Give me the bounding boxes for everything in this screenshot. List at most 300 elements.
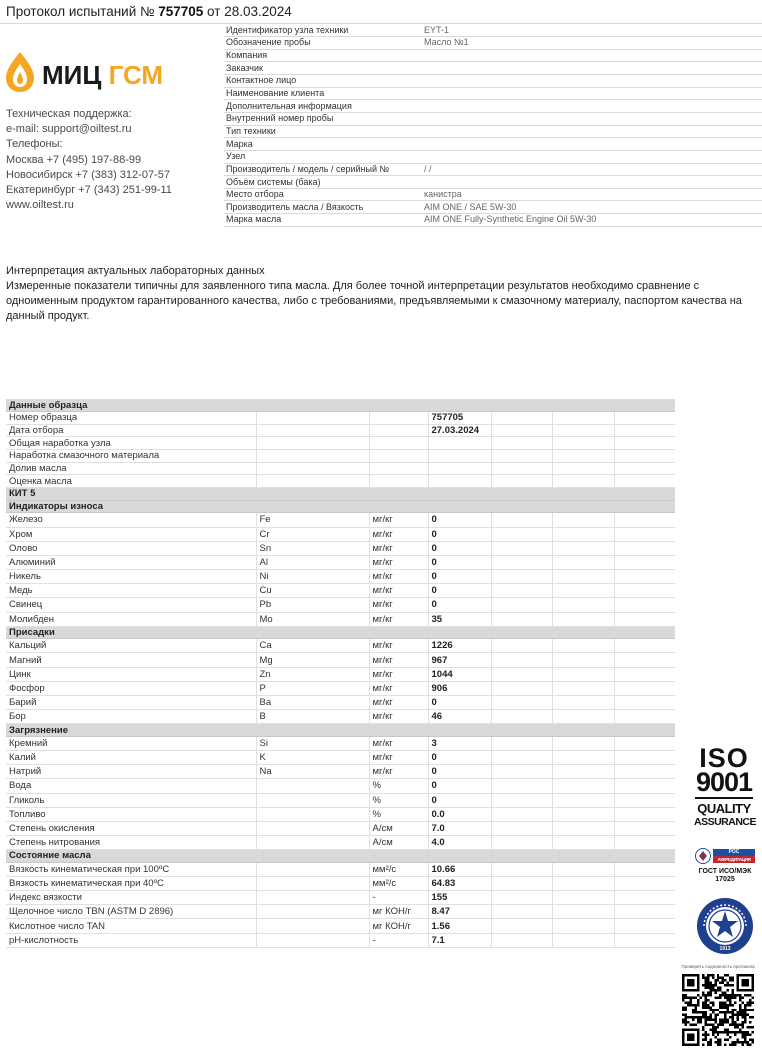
info-label: Дополнительная информация bbox=[224, 100, 422, 113]
empty-cell bbox=[614, 736, 675, 750]
param-symbol bbox=[256, 891, 369, 905]
table-row bbox=[6, 667, 675, 681]
table-row bbox=[6, 862, 675, 876]
empty-cell bbox=[614, 475, 675, 488]
empty-cell bbox=[552, 450, 614, 463]
section-header bbox=[6, 399, 675, 412]
contact-line: Новосибирск +7 (383) 312-07-57 bbox=[6, 168, 170, 181]
section-title: Загрязнение bbox=[6, 724, 675, 737]
param-value: 35 bbox=[428, 612, 491, 626]
param-name: Наработка смазочного материала bbox=[6, 450, 256, 463]
info-label: Марка bbox=[224, 138, 422, 151]
table-row bbox=[6, 710, 675, 724]
empty-cell bbox=[552, 793, 614, 807]
param-unit bbox=[369, 412, 428, 425]
info-label: Место отбора bbox=[224, 188, 422, 201]
table-row bbox=[6, 807, 675, 821]
seal-year: 1913 bbox=[719, 946, 731, 952]
iso-line3: QUALITY bbox=[697, 801, 751, 816]
contact-line: Техническая поддержка: bbox=[6, 108, 132, 120]
empty-cell bbox=[552, 919, 614, 933]
param-unit: А/см bbox=[369, 821, 428, 835]
param-unit: мг/кг bbox=[369, 695, 428, 709]
iso-line4: ASSURANCE bbox=[694, 816, 757, 828]
protocol-number: 757705 bbox=[158, 4, 204, 19]
param-unit: мг/кг bbox=[369, 639, 428, 653]
param-symbol bbox=[256, 905, 369, 919]
param-value: 1226 bbox=[428, 639, 491, 653]
param-name: Магний bbox=[6, 653, 256, 667]
param-unit: мг/кг bbox=[369, 710, 428, 724]
table-row bbox=[6, 891, 675, 905]
contact-line[interactable]: e-mail: support@oiltest.ru bbox=[6, 123, 132, 136]
empty-cell bbox=[491, 836, 552, 850]
empty-cell bbox=[491, 765, 552, 779]
info-label: Наименование клиента bbox=[224, 87, 422, 100]
interpretation-text: Измеренные показатели типичны для заявленного типа масла. Для более точной интерпретации результатов необходимо сравнение с одноименным продуктом гарантированного качества, либо с требованиями, предъявляемыми к смазочному материалу, паспортом качества на данный продукт. bbox=[6, 280, 742, 322]
param-value: 7.1 bbox=[428, 933, 491, 947]
empty-cell bbox=[552, 751, 614, 765]
param-name: Вязкость кинематическая при 40ºC bbox=[6, 876, 256, 890]
empty-cell bbox=[491, 736, 552, 750]
qr-caption: Проверить подлинность протокола bbox=[681, 964, 755, 969]
empty-cell bbox=[614, 412, 675, 425]
param-symbol bbox=[256, 793, 369, 807]
param-value bbox=[428, 450, 491, 463]
param-value: 967 bbox=[428, 653, 491, 667]
param-symbol: Sn bbox=[256, 541, 369, 555]
empty-cell bbox=[614, 793, 675, 807]
empty-cell bbox=[552, 862, 614, 876]
interpretation-title: Интерпретация актуальных лабораторных данных bbox=[6, 265, 265, 277]
empty-cell bbox=[614, 541, 675, 555]
empty-cell bbox=[614, 639, 675, 653]
param-symbol: Mg bbox=[256, 653, 369, 667]
param-value: 10.66 bbox=[428, 862, 491, 876]
param-unit: мг/кг bbox=[369, 598, 428, 612]
param-name: Фосфор bbox=[6, 681, 256, 695]
logo-text: МИЦ ГСМ bbox=[42, 60, 164, 90]
empty-cell bbox=[491, 919, 552, 933]
param-name: Индекс вязкости bbox=[6, 891, 256, 905]
param-unit: мг/кг bbox=[369, 584, 428, 598]
info-value: EYT-1 bbox=[422, 24, 762, 37]
info-value bbox=[422, 112, 762, 125]
param-name: Топливо bbox=[6, 807, 256, 821]
empty-cell bbox=[491, 821, 552, 835]
info-row bbox=[224, 75, 762, 88]
empty-cell bbox=[614, 653, 675, 667]
empty-cell bbox=[552, 765, 614, 779]
param-value: 0 bbox=[428, 793, 491, 807]
section-header bbox=[6, 488, 675, 501]
empty-cell bbox=[614, 765, 675, 779]
section-title: Состояние масла bbox=[6, 850, 675, 863]
param-unit: мг КОН/г bbox=[369, 905, 428, 919]
table-row bbox=[6, 736, 675, 750]
empty-cell bbox=[552, 933, 614, 947]
empty-cell bbox=[552, 807, 614, 821]
info-label: Компания bbox=[224, 49, 422, 62]
contacts-block bbox=[6, 107, 172, 213]
empty-cell bbox=[491, 905, 552, 919]
param-symbol bbox=[256, 462, 369, 475]
table-row bbox=[6, 751, 675, 765]
param-name: Долив масла bbox=[6, 462, 256, 475]
param-symbol: Na bbox=[256, 765, 369, 779]
param-symbol bbox=[256, 412, 369, 425]
iso-9001-badge bbox=[694, 743, 757, 829]
accred-caption1: ГОСТ ИСО/МЭК bbox=[698, 868, 752, 875]
info-label: Идентификатор узла техники bbox=[224, 24, 422, 37]
iso-line1: ISO bbox=[699, 743, 749, 773]
contact-line[interactable]: www.oiltest.ru bbox=[6, 199, 74, 212]
param-name: Медь bbox=[6, 584, 256, 598]
param-unit: мг/кг bbox=[369, 653, 428, 667]
param-name: Цинк bbox=[6, 667, 256, 681]
param-unit: мг/кг bbox=[369, 541, 428, 555]
table-row bbox=[6, 639, 675, 653]
empty-cell bbox=[552, 836, 614, 850]
param-value bbox=[428, 462, 491, 475]
empty-cell bbox=[491, 862, 552, 876]
param-unit: мг/кг bbox=[369, 681, 428, 695]
param-name: pH-кислотность bbox=[6, 933, 256, 947]
param-unit: мг/кг bbox=[369, 527, 428, 541]
param-symbol bbox=[256, 933, 369, 947]
param-value: 0 bbox=[428, 570, 491, 584]
empty-cell bbox=[614, 807, 675, 821]
param-value bbox=[428, 475, 491, 488]
empty-cell bbox=[491, 933, 552, 947]
contact-line: Телефоны: bbox=[6, 138, 63, 151]
param-symbol: P bbox=[256, 681, 369, 695]
info-row bbox=[224, 112, 762, 125]
round-seal-icon bbox=[696, 897, 754, 955]
param-name: Степень окисления bbox=[6, 821, 256, 835]
empty-cell bbox=[491, 598, 552, 612]
empty-cell bbox=[552, 462, 614, 475]
accreditation-emblem-icon bbox=[695, 848, 711, 864]
table-row bbox=[6, 612, 675, 626]
param-unit bbox=[369, 437, 428, 450]
info-value bbox=[422, 49, 762, 62]
param-value: 0.0 bbox=[428, 807, 491, 821]
empty-cell bbox=[614, 513, 675, 527]
info-value: Масло №1 bbox=[422, 37, 762, 50]
empty-cell bbox=[491, 570, 552, 584]
empty-cell bbox=[552, 570, 614, 584]
param-symbol bbox=[256, 450, 369, 463]
section-header bbox=[6, 724, 675, 737]
info-row bbox=[224, 138, 762, 151]
param-symbol: Pb bbox=[256, 598, 369, 612]
empty-cell bbox=[491, 475, 552, 488]
param-name: Молибден bbox=[6, 612, 256, 626]
param-value bbox=[428, 437, 491, 450]
qr-code-icon[interactable] bbox=[682, 974, 754, 1046]
param-unit: % bbox=[369, 807, 428, 821]
info-row bbox=[224, 37, 762, 50]
table-row bbox=[6, 821, 675, 835]
empty-cell bbox=[552, 475, 614, 488]
param-value: 0 bbox=[428, 751, 491, 765]
accred-caption2: 17025 bbox=[715, 876, 735, 883]
param-unit: мг/кг bbox=[369, 765, 428, 779]
table-row bbox=[6, 793, 675, 807]
empty-cell bbox=[491, 612, 552, 626]
verification-qr[interactable] bbox=[680, 962, 756, 1046]
table-row bbox=[6, 424, 675, 437]
param-symbol: Mo bbox=[256, 612, 369, 626]
param-symbol bbox=[256, 424, 369, 437]
empty-cell bbox=[491, 695, 552, 709]
contact-line: Екатеринбург +7 (343) 251-99-11 bbox=[6, 184, 172, 197]
param-value: 906 bbox=[428, 681, 491, 695]
empty-cell bbox=[552, 736, 614, 750]
empty-cell bbox=[552, 555, 614, 569]
empty-cell bbox=[491, 779, 552, 793]
param-value: 7.0 bbox=[428, 821, 491, 835]
param-value: 8.47 bbox=[428, 905, 491, 919]
empty-cell bbox=[552, 821, 614, 835]
info-row bbox=[224, 214, 762, 227]
param-unit: мг/кг bbox=[369, 513, 428, 527]
param-name: Хром bbox=[6, 527, 256, 541]
empty-cell bbox=[552, 412, 614, 425]
param-unit: - bbox=[369, 891, 428, 905]
mic-gsm-logo bbox=[6, 50, 196, 94]
info-row bbox=[224, 176, 762, 189]
empty-cell bbox=[491, 807, 552, 821]
empty-cell bbox=[614, 779, 675, 793]
info-label: Контактное лицо bbox=[224, 75, 422, 88]
info-label: Узел bbox=[224, 150, 422, 163]
empty-cell bbox=[552, 639, 614, 653]
empty-cell bbox=[491, 710, 552, 724]
param-symbol bbox=[256, 807, 369, 821]
empty-cell bbox=[491, 584, 552, 598]
table-row bbox=[6, 412, 675, 425]
info-value bbox=[422, 62, 762, 75]
param-unit: мм²/с bbox=[369, 876, 428, 890]
param-name: Никель bbox=[6, 570, 256, 584]
param-name: Вязкость кинематическая при 100ºC bbox=[6, 862, 256, 876]
empty-cell bbox=[491, 527, 552, 541]
info-value bbox=[422, 138, 762, 151]
table-row bbox=[6, 681, 675, 695]
info-value: AIM ONE Fully-Synthetic Engine Oil 5W-30 bbox=[422, 214, 762, 227]
param-symbol: K bbox=[256, 751, 369, 765]
info-label: Производитель / модель / серийный № bbox=[224, 163, 422, 176]
info-label: Обозначение пробы bbox=[224, 37, 422, 50]
table-row bbox=[6, 513, 675, 527]
param-name: Барий bbox=[6, 695, 256, 709]
param-value: 0 bbox=[428, 513, 491, 527]
info-label: Объём системы (бака) bbox=[224, 176, 422, 189]
interpretation-block bbox=[6, 264, 746, 324]
empty-cell bbox=[552, 667, 614, 681]
table-row bbox=[6, 933, 675, 947]
param-value: 64.83 bbox=[428, 876, 491, 890]
param-value: 3 bbox=[428, 736, 491, 750]
section-title: КИТ 5 bbox=[6, 488, 675, 501]
param-name: Бор bbox=[6, 710, 256, 724]
param-name: Гликоль bbox=[6, 793, 256, 807]
empty-cell bbox=[552, 612, 614, 626]
param-name: Олово bbox=[6, 541, 256, 555]
empty-cell bbox=[491, 751, 552, 765]
info-row bbox=[224, 150, 762, 163]
param-name: Щелочное число TBN (ASTM D 2896) bbox=[6, 905, 256, 919]
table-row bbox=[6, 695, 675, 709]
empty-cell bbox=[552, 513, 614, 527]
param-name: Кремний bbox=[6, 736, 256, 750]
param-name: Кальций bbox=[6, 639, 256, 653]
param-value: 0 bbox=[428, 541, 491, 555]
empty-cell bbox=[614, 751, 675, 765]
param-value: 4.0 bbox=[428, 836, 491, 850]
empty-cell bbox=[552, 584, 614, 598]
empty-cell bbox=[491, 555, 552, 569]
param-unit: % bbox=[369, 779, 428, 793]
empty-cell bbox=[614, 933, 675, 947]
empty-cell bbox=[614, 667, 675, 681]
section-header bbox=[6, 850, 675, 863]
empty-cell bbox=[552, 710, 614, 724]
empty-cell bbox=[614, 836, 675, 850]
param-symbol: Al bbox=[256, 555, 369, 569]
table-row bbox=[6, 598, 675, 612]
param-symbol: Ni bbox=[256, 570, 369, 584]
param-value: 27.03.2024 bbox=[428, 424, 491, 437]
param-unit bbox=[369, 450, 428, 463]
empty-cell bbox=[552, 876, 614, 890]
param-unit: мм²/с bbox=[369, 862, 428, 876]
info-value bbox=[422, 176, 762, 189]
empty-cell bbox=[491, 437, 552, 450]
empty-cell bbox=[614, 862, 675, 876]
param-symbol: Ba bbox=[256, 695, 369, 709]
param-symbol: Fe bbox=[256, 513, 369, 527]
empty-cell bbox=[614, 450, 675, 463]
section-title: Индикаторы износа bbox=[6, 500, 675, 513]
empty-cell bbox=[614, 891, 675, 905]
param-symbol bbox=[256, 475, 369, 488]
param-name: Номер образца bbox=[6, 412, 256, 425]
param-value: 0 bbox=[428, 584, 491, 598]
empty-cell bbox=[491, 681, 552, 695]
empty-cell bbox=[614, 612, 675, 626]
info-label: Производитель масла / Вязкость bbox=[224, 201, 422, 214]
info-row bbox=[224, 188, 762, 201]
param-name: Кислотное число TAN bbox=[6, 919, 256, 933]
accreditation-badge bbox=[694, 848, 756, 884]
param-name: Свинец bbox=[6, 598, 256, 612]
empty-cell bbox=[614, 598, 675, 612]
table-row bbox=[6, 876, 675, 890]
empty-cell bbox=[614, 462, 675, 475]
table-row bbox=[6, 462, 675, 475]
table-row bbox=[6, 437, 675, 450]
empty-cell bbox=[491, 450, 552, 463]
empty-cell bbox=[491, 412, 552, 425]
empty-cell bbox=[614, 584, 675, 598]
sample-info-table bbox=[224, 24, 762, 227]
param-unit bbox=[369, 424, 428, 437]
param-unit: мг/кг bbox=[369, 667, 428, 681]
param-value: 0 bbox=[428, 527, 491, 541]
empty-cell bbox=[491, 793, 552, 807]
empty-cell bbox=[491, 891, 552, 905]
empty-cell bbox=[491, 462, 552, 475]
info-row bbox=[224, 24, 762, 37]
param-unit: % bbox=[369, 793, 428, 807]
empty-cell bbox=[614, 555, 675, 569]
empty-cell bbox=[552, 681, 614, 695]
param-value: 1.56 bbox=[428, 919, 491, 933]
empty-cell bbox=[491, 876, 552, 890]
empty-cell bbox=[552, 891, 614, 905]
info-label: Тип техники bbox=[224, 125, 422, 138]
info-label: Марка масла bbox=[224, 214, 422, 227]
table-row bbox=[6, 570, 675, 584]
param-symbol bbox=[256, 779, 369, 793]
empty-cell bbox=[491, 424, 552, 437]
param-name: Алюминий bbox=[6, 555, 256, 569]
param-unit: мг/кг bbox=[369, 570, 428, 584]
empty-cell bbox=[491, 639, 552, 653]
section-header bbox=[6, 626, 675, 639]
param-symbol bbox=[256, 876, 369, 890]
info-value: канистра bbox=[422, 188, 762, 201]
info-row bbox=[224, 125, 762, 138]
param-name: Степень нитрования bbox=[6, 836, 256, 850]
param-unit: мг КОН/г bbox=[369, 919, 428, 933]
empty-cell bbox=[614, 570, 675, 584]
title-prefix: Протокол испытаний № bbox=[6, 4, 159, 19]
param-symbol bbox=[256, 836, 369, 850]
param-value: 155 bbox=[428, 891, 491, 905]
table-row bbox=[6, 450, 675, 463]
info-row bbox=[224, 100, 762, 113]
table-row bbox=[6, 905, 675, 919]
empty-cell bbox=[552, 695, 614, 709]
info-value bbox=[422, 125, 762, 138]
table-row bbox=[6, 527, 675, 541]
param-symbol bbox=[256, 919, 369, 933]
table-row bbox=[6, 919, 675, 933]
empty-cell bbox=[614, 821, 675, 835]
param-symbol: B bbox=[256, 710, 369, 724]
param-unit: мг/кг bbox=[369, 555, 428, 569]
protocol-date: от 28.03.2024 bbox=[203, 4, 292, 19]
param-value: 46 bbox=[428, 710, 491, 724]
param-name: Общая наработка узла bbox=[6, 437, 256, 450]
empty-cell bbox=[614, 437, 675, 450]
info-label: Внутренний номер пробы bbox=[224, 112, 422, 125]
empty-cell bbox=[491, 513, 552, 527]
info-value bbox=[422, 75, 762, 88]
info-row bbox=[224, 163, 762, 176]
param-symbol: Ca bbox=[256, 639, 369, 653]
info-value bbox=[422, 150, 762, 163]
param-symbol: Si bbox=[256, 736, 369, 750]
empty-cell bbox=[614, 919, 675, 933]
table-row bbox=[6, 779, 675, 793]
section-header bbox=[6, 500, 675, 513]
param-value: 0 bbox=[428, 598, 491, 612]
